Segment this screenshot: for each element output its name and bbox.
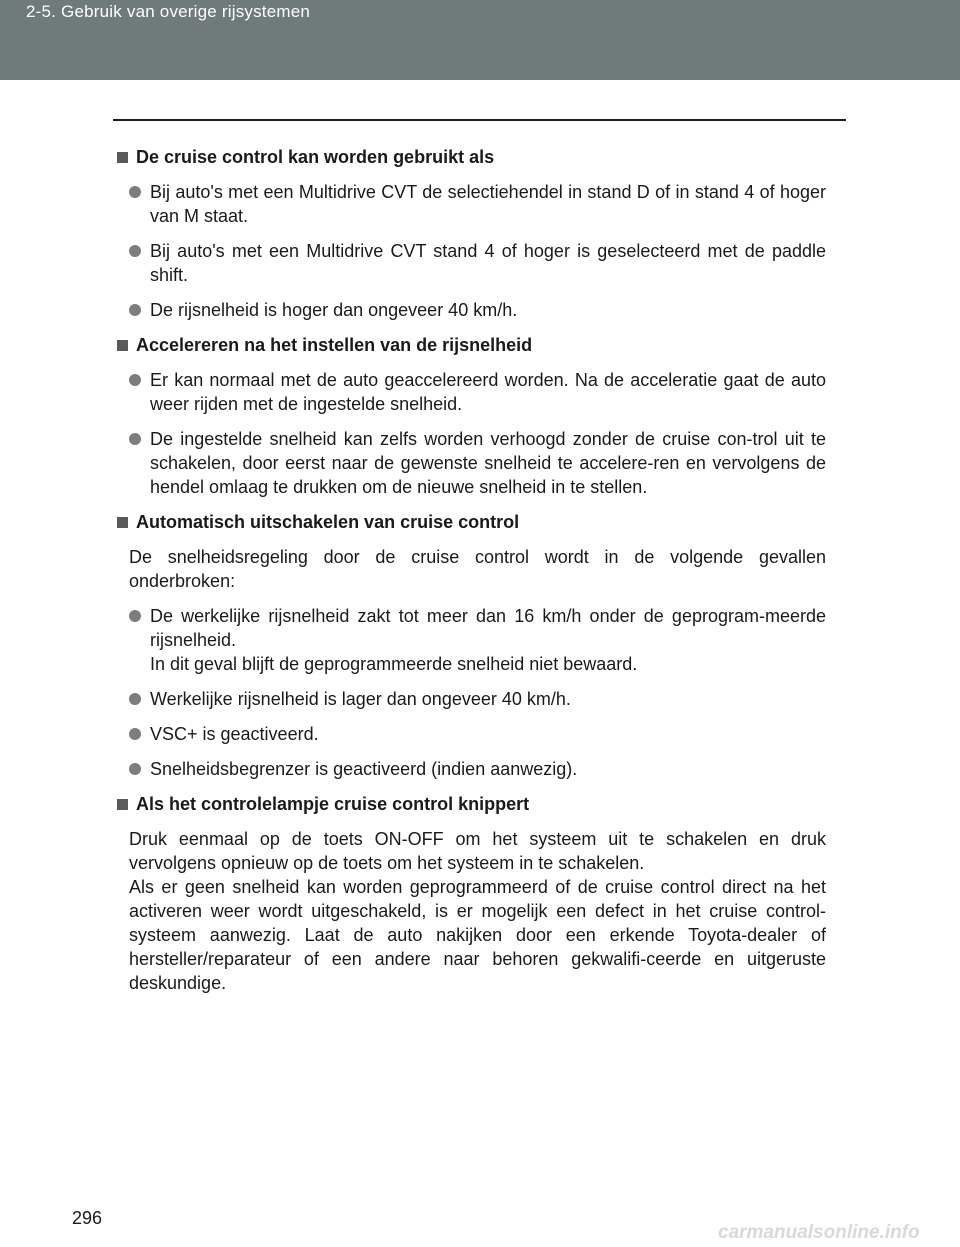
list-item [114, 757, 826, 781]
list-item [114, 368, 826, 416]
paragraph: De snelheidsregeling door de cruise control wordt in de volgende gevallen onderbroken: [129, 547, 826, 591]
watermark: carmanualsonline.info [718, 1222, 920, 1243]
square-bullet-icon [117, 340, 128, 351]
list-item-text [150, 604, 826, 676]
list-item-text: Werkelijke rijsnelheid is lager dan ongeveer 40 km/h. [150, 689, 571, 709]
square-bullet-icon [117, 152, 128, 163]
list-item-line: In dit geval blijft de geprogrammeerde snelheid niet bewaard. [150, 654, 638, 674]
paragraph [129, 827, 826, 995]
heading-text: Automatisch uitschakelen van cruise control [136, 512, 520, 532]
square-bullet-icon [117, 517, 128, 528]
list-item-text: Bij auto's met een Multidrive CVT stand 4 of hoger is geselecteerd met de paddle shift. [150, 241, 826, 285]
circle-bullet-icon [129, 433, 141, 445]
list-item [114, 687, 826, 711]
heading-text: Als het controlelampje cruise control knippert [136, 794, 530, 814]
heading-text: Accelereren na het instellen van de rijsnelheid [136, 335, 533, 355]
section-heading [114, 145, 826, 169]
section-heading [114, 333, 826, 357]
divider-rule [113, 119, 846, 121]
list-item-text: Er kan normaal met de auto geaccelereerd worden. Na de acceleratie gaat de auto weer rijden met de ingestelde snelheid. [150, 370, 826, 414]
section-title: 2-5. Gebruik van overige rijsystemen [26, 2, 311, 21]
section-heading [114, 792, 826, 816]
list-item-text: Bij auto's met een Multidrive CVT de selectiehendel in stand D of in stand 4 of hoger van M staat. [150, 182, 826, 226]
list-item [114, 722, 826, 746]
paragraph-line: Als er geen snelheid kan worden geprogrammeerd of de cruise control direct na het activeren weer wordt uitgeschakeld, is er mogelijk een defect in het cruise control-systeem aanwezig. Laat de auto nakijken door een erkende Toyota-dealer of hersteller/reparateur of een andere naar behoren gekwalifi-ceerde en uitgeruste deskundige. [129, 877, 826, 993]
circle-bullet-icon [129, 763, 141, 775]
section-heading [114, 510, 826, 534]
square-bullet-icon [117, 799, 128, 810]
list-item-line: De werkelijke rijsnelheid zakt tot meer dan 16 km/h onder de geprogram-meerde rijsnelheid. [150, 606, 826, 650]
circle-bullet-icon [129, 610, 141, 622]
page-number: 296 [72, 1208, 103, 1228]
list-item-text: Snelheidsbegrenzer is geactiveerd (indien aanwezig). [150, 759, 578, 779]
list-item-text: De ingestelde snelheid kan zelfs worden verhoogd zonder de cruise con-trol uit te schakelen, door eerst naar de gewenste snelheid te accelere-ren en vervolgens de hendel omlaag te drukken om de nieuwe snelheid in te stellen. [150, 429, 826, 497]
circle-bullet-icon [129, 374, 141, 386]
page-content [114, 145, 826, 1006]
list-item [114, 298, 826, 322]
list-item [114, 180, 826, 228]
list-item-text: VSC+ is geactiveerd. [150, 724, 319, 744]
list-item-text: De rijsnelheid is hoger dan ongeveer 40 km/h. [150, 300, 518, 320]
circle-bullet-icon [129, 304, 141, 316]
heading-text: De cruise control kan worden gebruikt als [136, 147, 495, 167]
circle-bullet-icon [129, 728, 141, 740]
list-item [114, 239, 826, 287]
paragraph-line: Druk eenmaal op de toets ON-OFF om het systeem uit te schakelen en druk vervolgens opnieuw op de toets om het systeem in te schakelen. [129, 829, 826, 873]
circle-bullet-icon [129, 245, 141, 257]
list-item [114, 604, 826, 676]
circle-bullet-icon [129, 693, 141, 705]
list-item [114, 427, 826, 499]
header-bar [0, 0, 960, 80]
circle-bullet-icon [129, 186, 141, 198]
